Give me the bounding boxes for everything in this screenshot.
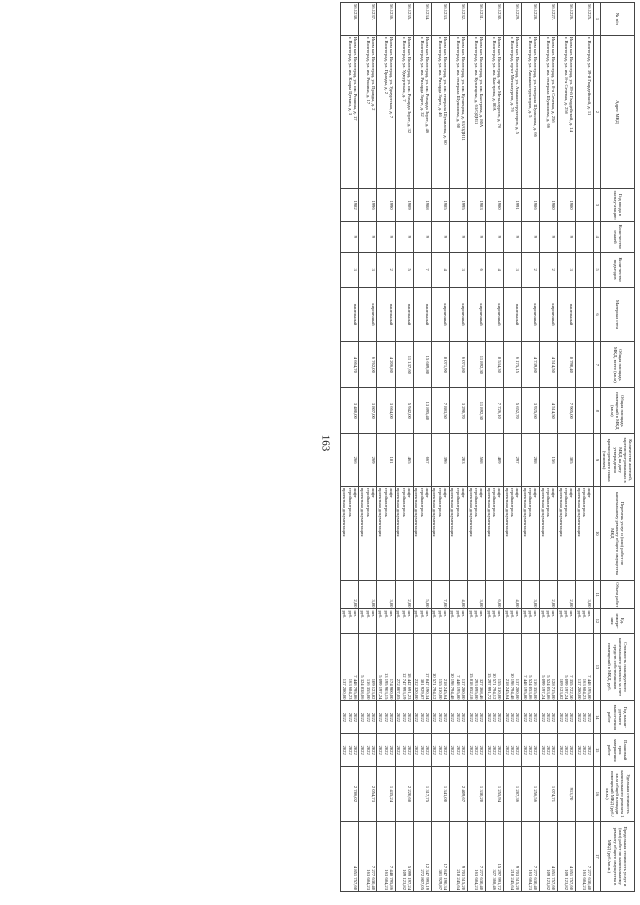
floors-cell: 9 [449,221,467,252]
unit-cell: шт. руб. руб. [521,609,539,633]
completion-year-cell: 2022 2022 2022 [503,734,521,767]
wall-material-cell: кирпичный [521,287,539,342]
floors-cell [575,221,593,252]
floors-cell: 9 [359,221,377,252]
row-number: 56.1237. [359,3,377,36]
entrances-cell [575,252,593,287]
planned-year-cell: 2022 2022 2022 [377,701,395,734]
year-cell: 1990 [377,189,395,222]
column-number: 5 [593,252,600,287]
works-cell: лифт стройконтроль проектная документация [431,486,449,580]
column-number: 8 [593,388,600,434]
works-cell: лифт стройконтроль проектная документация [377,486,395,580]
year-cell: 1982 [341,189,359,222]
volume-cell: 7,00 [431,580,449,608]
completion-year-cell: 2022 2022 2022 [449,734,467,767]
column-header: Объем работ [601,580,635,608]
max-cost-cell: 4 851 757,60 [341,821,359,891]
row-number: 56.1225. [575,3,593,36]
address-cell: Ином кат. Волгоград, ул. 8-я Сечевая, д. 25б г. Волгоград, ул. им. генерала Шумилова, д. 66 [539,35,557,188]
cost-cell: 137 280,00 7 448 195,80 10 198 794,48 [449,633,467,701]
entrances-cell: 6 [467,252,485,287]
entrances-cell: 3 [557,252,575,287]
table-row [539,3,557,892]
address-cell: Ином кат. Волгоград, ул. генерала Шумилова, д. 66 г. Волгоград, ул. Авиаконструкторов, д. 5 [521,35,539,188]
row-number: 56.1227. [539,3,557,36]
planned-year-cell: 2022 2022 2022 [395,701,413,734]
wall-material-cell [575,287,593,342]
total-area-cell: 8 071,90 [431,342,449,388]
works-cell: лифт стройконтроль проектная документация [503,486,521,580]
address-cell: Ином кат. Волгоград, ул. им. Кузнецова, д. 63/ОДН11 г. Волгоград, ул. им. генерала Шумилова, д. 60 [449,35,467,188]
unit-cost-cell: 1 255,94 [485,767,503,822]
volume-cell: 6,00 [485,580,503,608]
max-cost-cell: 5 099 197,24 109 123,82 [395,821,413,891]
planned-year-cell: 2022 2022 2022 [341,701,359,734]
floors-cell: 9 [395,221,413,252]
column-header: Стоимость планируемого капитального ремонта за счет средств собственников помещений в МКД, руб. [601,633,635,701]
planned-year-cell: 2022 2022 2022 [539,701,557,734]
column-number: 1 [593,3,600,36]
unit-cell: шт. руб. руб. [449,609,467,633]
max-cost-cell: 12 347 993,19 272 807,05 [413,821,431,891]
premises-area-cell: 7 883,50 [431,388,449,434]
table-row [521,3,539,892]
planned-year-cell: 2022 2022 2022 [467,701,485,734]
residents-cell: 568 [467,434,485,487]
works-cell: лифт стройконтроль проектная документация [557,486,575,580]
wall-material-cell: кирпичный [359,287,377,342]
entrances-cell: 3 [449,252,467,287]
residents-cell: 297 [503,434,521,487]
premises-area-cell [575,388,593,434]
column-number: 11 [593,580,600,608]
table-row [449,3,467,892]
address-cell: Ином кат. Волгоград, ул. им. Рихарда Зорге, д. 46 г. Волгоград, ул. им. Рихарда Зорге, д. 32 [413,35,431,188]
premises-area-cell: 3 925,60 [521,388,539,434]
year-cell: 1988 [413,189,431,222]
premises-area-cell: 5 652,70 [503,388,521,434]
volume-cell: 4,00 [449,580,467,608]
unit-cost-cell: 913,70 [557,767,575,822]
address-cell: Ином кат. Волгоград, ул. им. Рошина, д. 17 г. Волгоград, ул. им. Клары Цеткин, д. 3 [341,35,359,188]
works-cell: лифт стройконтроль проектная документация [467,486,485,580]
unit-cell: шт. руб. руб. [467,609,485,633]
premises-area-cell: 3 290,70 [449,388,467,434]
column-header: Ед. измере-ния [601,609,635,633]
unit-cell: шт. руб. руб. [413,609,431,633]
address-cell: Ином кат. Волгоград, ул. им. Быстрова, д. 80А г. Волгоград, ул. им. Кузнецова, д. 63/ОДН11 [467,35,485,188]
residents-cell: 156 [539,434,557,487]
total-area-cell: 4 739,80 [521,342,539,388]
cost-cell: 327 368,46 293 095,00 15 818 852,18 [467,633,485,701]
unit-cost-cell: 1 074,71 [539,767,557,822]
page-number: 163 [319,434,332,452]
total-area-cell: 4 664,70 [341,342,359,388]
address-cell: г. Волгоград, ул. 39-й Гвардейской, д. 11 [575,35,593,188]
column-number: 10 [593,486,600,580]
works-cell: лифт стройконтроль проектная документация [449,486,467,580]
floors-cell: 9 [413,221,431,252]
table-row [431,3,449,892]
year-cell: 1985 [431,189,449,222]
entrances-cell: 3 [503,252,521,287]
address-cell: Ином кат. Волгоград, ул. 39-й Гвардейской, д. 14 г. Волгоград, ул. им. 8-я Сечевая, д. 25б [557,35,575,188]
residents-cell: 203 [449,434,467,487]
unit-cell: шт. руб. руб. [485,609,503,633]
planned-year-cell: 2022 2022 2022 [359,701,377,734]
cost-cell: 7 448 795,86 163 684,23 137 280,00 [341,633,359,701]
works-cell: лифт стройконтроль проектная документация [413,486,431,580]
table-row [413,3,431,892]
max-cost-cell: 7 277 630,40 163 684,23 [467,821,485,891]
unit-cell: шт. руб. руб. [539,609,557,633]
entrances-cell: 3 [359,252,377,287]
wall-material-cell: панельный [503,287,521,342]
planned-year-cell: 2022 2022 2022 [413,701,431,734]
row-number: 56.1228. [521,3,539,36]
table-row [557,3,575,892]
total-area-cell [575,342,593,388]
table-body [341,3,593,892]
total-area-cell: 11 137,60 [395,342,413,388]
max-cost-cell: 7 277 630,40 163 684,23 [575,821,593,891]
entrances-cell: 7 [413,252,431,287]
residents-cell: 396 [431,434,449,487]
completion-year-cell: 2022 2022 2022 [377,734,395,767]
cost-cell: 218 245,64 155 310,00 10 571 794,12 [431,633,449,701]
premises-area-cell: 11 892,30 [467,388,485,434]
wall-material-cell: панельный [377,287,395,342]
column-number: 9 [593,434,600,487]
volume-cell: 3,00 [377,580,395,608]
cost-cell: 174 900,00 13 195 903,15 5 099 197,24 [377,633,395,701]
column-number-row [593,3,600,892]
total-area-cell: 6 762,00 [359,342,377,388]
cost-cell: 18 442 691,23 12 747 993,19 272 807,05 [395,633,413,701]
works-cell: лифт стройконтроль проектная документация [395,486,413,580]
entrances-cell: 5 [395,252,413,287]
floors-cell: 9 [539,221,557,252]
residents-cell [575,434,593,487]
year-cell: 1980 [539,189,557,222]
table-row [341,3,359,892]
column-header: № п/п [601,3,635,36]
works-cell: лифт стройконтроль проектная документация [539,486,557,580]
premises-area-cell: 7 726,10 [485,388,503,434]
max-cost-cell: 15 297 991,72 327 368,46 [485,821,503,891]
address-cell: Ином кат. Волгоград, ул. им. генерала Шумилова, д. 60 г. Волгоград, ул. им. Рихарда Зорге, д. 46 [431,35,449,188]
unit-cost-cell: 2 220,68 [395,767,413,822]
residents-cell: 409 [485,434,503,487]
volume-cell: 2,00 [557,580,575,608]
unit-cell: шт. руб. руб. [377,609,395,633]
total-area-cell: 4 514,50 [539,342,557,388]
entrances-cell: 3 [341,252,359,287]
residents-cell: 465 [395,434,413,487]
premises-area-cell: 7 905,00 [557,388,575,434]
works-cell: лифт стройконтроль проектная документация [359,486,377,580]
row-number: 56.1232. [449,3,467,36]
completion-year-cell: 2022 2022 2022 [431,734,449,767]
unit-cell: шт. руб. руб. [359,609,377,633]
planned-year-cell: 2022 2022 2022 [449,701,467,734]
year-cell: 1991 [503,189,521,222]
entrances-cell: 4 [431,252,449,287]
year-cell: 1986 [521,189,539,222]
address-cell: Ином кат. Волгоград, ул. Правды, д. 2 г. Волгоград, ул. им. Рошина, д. 17 [359,35,377,188]
completion-year-cell: 2022 2022 2022 [467,734,485,767]
residents-cell: 269 [359,434,377,487]
residents-cell: 208 [521,434,539,487]
completion-year-cell: 2022 2022 2022 [521,734,539,767]
completion-year-cell: 2022 2022 2022 [539,734,557,767]
premises-area-cell: 4 514,50 [539,388,557,434]
residents-cell: 667 [413,434,431,487]
floors-cell: 9 [467,221,485,252]
total-area-cell: 15 689,80 [413,342,431,388]
residents-cell: 305 [557,434,575,487]
total-area-cell: 11 892,30 [467,342,485,388]
completion-year-cell: 2022 2022 2022 [413,734,431,767]
column-header: Перечень услуг и (или) работ по капитальному ремонту общего имущества МКД [601,486,635,580]
table-row [359,3,377,892]
column-number: 14 [593,701,600,734]
row-number: 56.1230. [485,3,503,36]
unit-cell: шт. руб. руб. [503,609,521,633]
volume-cell: 2,00 [341,580,359,608]
wall-material-cell: кирпичный [431,287,449,342]
planned-year-cell: 2022 2022 2022 [503,701,521,734]
entrances-cell: 2 [539,252,557,287]
wall-material-cell: панельный [341,287,359,342]
column-number: 12 [593,609,600,633]
max-cost-cell: 7 448 795,86 163 684,23 [377,821,395,891]
planned-year-cell: 2022 2022 2022 [431,701,449,734]
cost-cell: 155 310,00 10 571 794,12 15 297 991,72 [485,633,503,701]
floors-cell: 9 [341,221,359,252]
unit-cost-cell: 2 409,67 [449,767,467,822]
column-number: 7 [593,342,600,388]
works-cell: лифт стройконтроль проектная документация [485,486,503,580]
wall-material-cell: панельный [413,287,431,342]
wall-material-cell: панельный [395,287,413,342]
row-number: 56.1231. [467,3,485,36]
column-header: Год ввода в эксплу-атацию [601,189,635,222]
unit-cost-cell: 1 341,00 [431,767,449,822]
max-cost-cell: 4 851 757,60 109 123,82 [539,821,557,891]
capital-repair-table [340,2,635,892]
completion-year-cell: 2022 2022 2022 [557,734,575,767]
max-cost-cell: 7 277 630,40 163 684,23 [359,821,377,891]
column-number: 6 [593,287,600,342]
column-number: 17 [593,821,600,891]
table-row [485,3,503,892]
column-header: Адрес МКД [601,35,635,188]
year-cell: 1996 [359,189,377,222]
max-cost-cell: 9 703 515,20 218 245,64 [503,821,521,891]
cost-cell: 7 355 722,50 5 099 197,24 109 123,82 [557,633,575,701]
unit-cell: шт. руб. руб. [341,609,359,633]
total-area-cell: 6 175,15 [503,342,521,388]
floors-cell: 9 [431,221,449,252]
volume-cell: 3,00 [521,580,539,608]
total-area-cell: 8 790,40 [557,342,575,388]
column-number: 15 [593,734,600,767]
cost-cell: 128 715,00 5 524 053,86 5 099 197,24 [539,633,557,701]
year-cell: 1989 [395,189,413,222]
table-row [377,3,395,892]
row-number: 56.1236. [377,3,395,36]
column-header: Общая площадь помещений в МКД (кв.м) [601,388,635,434]
year-cell [575,189,593,222]
cost-cell: 137 280,00 10 198 794,48 218 245,64 [503,633,521,701]
column-header: Удельная стоимость капитального ремонта 1 кв.м общей площади помещений МКД (руб./кв.м.) [601,767,635,822]
cost-cell: 116 355,00 5 524 053,86 7 448 195,80 [521,633,539,701]
wall-material-cell: кирпичный [467,287,485,342]
column-number: 13 [593,633,600,701]
planned-year-cell: 2022 2022 2022 [521,701,539,734]
year-cell: 1995 [449,189,467,222]
works-cell: лифт стройконтроль проектная документация [521,486,539,580]
completion-year-cell: 2022 2022 2022 [485,734,503,767]
floors-cell: 9 [503,221,521,252]
completion-year-cell: 2022 2022 2022 [341,734,359,767]
header-row [601,3,635,892]
completion-year-cell: 2022 2022 2022 [359,734,377,767]
year-cell: 1980 [485,189,503,222]
cost-cell: 109 123,82 116 355,00 5 324 838,06 [359,633,377,701]
column-number: 16 [593,767,600,822]
floors-cell: 9 [485,221,503,252]
unit-cost-cell: 1 317,75 [413,767,431,822]
volume-cell: 4,00 [503,580,521,608]
unit-cell: шт. руб. руб. [395,609,413,633]
planned-year-cell: 2022 2022 2022 [575,701,593,734]
residents-cell: 181 [377,434,395,487]
completion-year-cell: 2022 2022 2022 [395,734,413,767]
floors-cell: 9 [557,221,575,252]
row-number: 56.1226. [557,3,575,36]
unit-cost-cell: 1 256,56 [521,767,539,822]
unit-cost-cell: 1 435,24 [377,767,395,822]
works-cell: лифт стройконтроль проектная документация [341,486,359,580]
volume-cell: 3,00 [575,580,593,608]
works-cell: лифт стройконтроль проектная документация [575,486,593,580]
column-header: Предельная стоимость услуг и (или) работ по капитальному ремонту общего имущества в МКД (руб./кв.м.) [601,821,635,891]
premises-area-cell: 13 895,40 [413,388,431,434]
total-area-cell: 4 206,80 [377,342,395,388]
column-header: Коли-чество подъездов [601,252,635,287]
unit-cost-cell: 2 786,02 [341,767,359,822]
unit-cell: шт. руб. руб. [575,609,593,633]
table-row [503,3,521,892]
unit-cell: шт. руб. руб. [431,609,449,633]
wall-material-cell: панельный [557,287,575,342]
planned-year-cell: 2022 2022 2022 [557,701,575,734]
premises-area-cell: 5 942,00 [395,388,413,434]
address-cell: Ином кат. Волгоград, ул. им. Рихарда Зорге, д. 32 г. Волгоград, ул. Удмуртская, д. 7 [395,35,413,188]
table-row [395,3,413,892]
address-cell: Ином кат. Волгоград, пр-кт Металлургов, д. 7б г. Волгоград, ул. им. Быстрова, д. 80А [485,35,503,188]
planned-year-cell: 2022 2022 2022 [485,701,503,734]
column-header: Общая площадь МКД, всего (кв.м) [601,342,635,388]
address-cell: Ином кат. Волгоград, ул. Авиаконструкторов, д. 5 г. Волгоград, пр-кт Металлургов, д. 7б [503,35,521,188]
max-cost-cell: 4 851 757,60 109 123,82 [557,821,575,891]
volume-cell: 2,00 [395,580,413,608]
table-row [575,3,593,892]
table-row [467,3,485,892]
cost-cell: 17 847 190,34 381 929,87 232 320,00 [413,633,431,701]
unit-cell: шт. руб. руб. [557,609,575,633]
unit-cost-cell: 1 287,36 [503,767,521,822]
volume-cell: 3,00 [359,580,377,608]
row-number: 56.1229. [503,3,521,36]
total-area-cell: 8 534,30 [485,342,503,388]
column-number: 2 [593,35,600,188]
entrances-cell: 2 [521,252,539,287]
max-cost-cell: 9 703 515,20 218 245,64 [449,821,467,891]
table-sheet [35,2,635,892]
unit-cost-cell: 1 330,20 [467,767,485,822]
cost-cell: 7 448 195,80 163 684,23 137 280,00 [575,633,593,701]
column-number: 4 [593,221,600,252]
max-cost-cell: 7 277 630,40 163 684,23 [521,821,539,891]
row-number: 56.1233. [431,3,449,36]
floors-cell: 9 [521,221,539,252]
row-number: 56.1234. [413,3,431,36]
entrances-cell: 4 [485,252,503,287]
wall-material-cell: кирпичный [449,287,467,342]
unit-cost-cell [575,767,593,822]
row-number: 56.1235. [395,3,413,36]
row-number: 56.1238. [341,3,359,36]
completion-year-cell: 2022 2022 2022 [575,734,593,767]
column-header: Количество жителей, зарегистри-рованных в МКД на дату утверждения краткосрочного плана (человек) [601,434,635,487]
premises-area-cell: 3 480,00 [341,388,359,434]
volume-cell: 2,00 [539,580,557,608]
floors-cell: 9 [377,221,395,252]
premises-area-cell: 3 807,00 [359,388,377,434]
column-header: Плановый срок завершения работ [601,734,635,767]
year-cell: 1983 [467,189,485,222]
column-header: Коли-чество этажей [601,221,635,252]
entrances-cell: 2 [377,252,395,287]
total-area-cell: 6 071,80 [449,342,467,388]
residents-cell: 266 [341,434,359,487]
premises-area-cell: 3 664,00 [377,388,395,434]
volume-cell: 5,00 [413,580,431,608]
unit-cost-cell: 2 054,73 [359,767,377,822]
wall-material-cell: кирпичный [539,287,557,342]
column-header: Год плани-руемого выпол-нения работ [601,701,635,734]
volume-cell: 3,00 [467,580,485,608]
wall-material-cell: кирпичный [485,287,503,342]
max-cost-cell: 17 847 190,34 381 929,87 [431,821,449,891]
address-cell: Ином кат. Волгоград, ул. Удмуртская, д. 7 г. Волгоград, ул. Правды, д. 2 [377,35,395,188]
year-cell: 1980 [557,189,575,222]
column-header: Материал стен [601,287,635,342]
column-number: 3 [593,189,600,222]
